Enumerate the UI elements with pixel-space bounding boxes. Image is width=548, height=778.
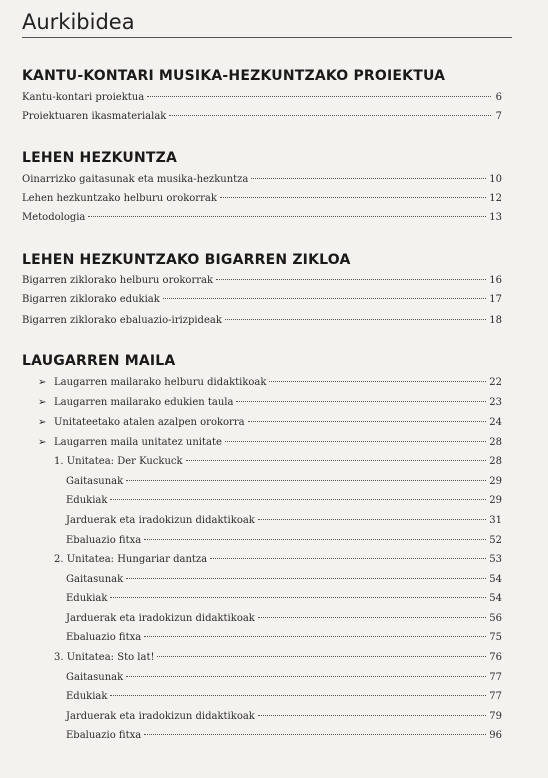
dot-leader — [144, 538, 486, 540]
toc-sub-entry[interactable] — [66, 493, 502, 509]
toc-entry[interactable] — [22, 191, 502, 207]
toc-entry-page: 75 — [489, 632, 502, 643]
toc-entry-page: 22 — [489, 377, 502, 388]
toc-entry-label: Metodologia — [22, 212, 86, 223]
toc-entry-page: 28 — [489, 456, 502, 467]
toc-sub-entry[interactable] — [66, 709, 502, 725]
dot-leader — [144, 635, 486, 637]
toc-entry[interactable] — [38, 395, 502, 411]
toc-entry[interactable] — [22, 210, 502, 226]
toc-entry-label: Jarduerak eta iradokizun didaktikoak — [66, 515, 255, 526]
page-title: Aurkibidea — [22, 10, 135, 34]
dot-leader — [258, 714, 486, 716]
toc-entry-page: 52 — [489, 535, 502, 546]
toc-entry-label: Laugarren mailarako edukien taula — [54, 397, 234, 408]
section-heading-kantu-kontari: KANTU-KONTARI MUSIKA-HEZKUNTZAKO PROIEKTUA — [22, 68, 446, 84]
toc-sub-entry[interactable] — [66, 689, 502, 705]
dot-leader — [110, 596, 486, 598]
arrow-bullet-icon: ➢ — [38, 437, 47, 448]
dot-leader — [258, 518, 486, 520]
dot-leader — [269, 380, 486, 382]
toc-sub-entry[interactable] — [66, 513, 502, 529]
toc-entry-label: Jarduerak eta iradokizun didaktikoak — [66, 711, 255, 722]
dot-leader — [88, 215, 486, 217]
toc-entry[interactable] — [22, 313, 502, 329]
section-heading-lehen-hezkuntza: LEHEN HEZKUNTZA — [22, 150, 178, 166]
toc-entry-page: 16 — [489, 275, 502, 286]
dot-leader — [126, 577, 486, 579]
arrow-bullet-icon: ➢ — [38, 377, 47, 388]
toc-entry-page: 6 — [495, 92, 502, 103]
arrow-bullet-icon: ➢ — [38, 397, 47, 408]
toc-entry-label: Laugarren mailarako helburu didaktikoak — [54, 377, 267, 388]
dot-leader — [147, 95, 491, 97]
toc-entry[interactable] — [38, 415, 502, 431]
toc-entry-page: 24 — [489, 417, 502, 428]
toc-entry-page: 77 — [489, 691, 502, 702]
toc-entry-label: Edukiak — [66, 691, 108, 702]
toc-entry-page: 17 — [489, 294, 502, 305]
dot-leader — [126, 675, 486, 677]
toc-entry-label: Gaitasunak — [66, 672, 124, 683]
toc-unit-entry[interactable] — [54, 454, 502, 470]
toc-entry-page: 77 — [489, 672, 502, 683]
toc-sub-entry[interactable] — [66, 474, 502, 490]
toc-entry-page: 96 — [489, 730, 502, 741]
dot-leader — [251, 177, 486, 179]
toc-entry-label: 2. Unitatea: Hungariar dantza — [54, 554, 208, 565]
toc-entry-page: 56 — [489, 613, 502, 624]
toc-entry-label: 1. Unitatea: Der Kuckuck — [54, 456, 183, 467]
dot-leader — [220, 196, 486, 198]
toc-entry-page: 13 — [489, 212, 502, 223]
arrow-bullet-icon: ➢ — [38, 417, 47, 428]
toc-sub-entry[interactable] — [66, 533, 502, 549]
dot-leader — [225, 318, 486, 320]
dot-leader — [258, 616, 486, 618]
toc-entry-page: 53 — [489, 554, 502, 565]
toc-entry-label: Edukiak — [66, 593, 108, 604]
toc-entry-label: Laugarren maila unitatez unitate — [54, 437, 222, 448]
dot-leader — [169, 114, 491, 116]
toc-entry-page: 29 — [489, 495, 502, 506]
dot-leader — [157, 655, 486, 657]
dot-leader — [225, 440, 486, 442]
section-heading-bigarren-zikloa: LEHEN HEZKUNTZAKO BIGARREN ZIKLOA — [22, 252, 351, 268]
toc-entry-label: Gaitasunak — [66, 476, 124, 487]
toc-entry-page: 28 — [489, 437, 502, 448]
toc-entry[interactable] — [38, 375, 502, 391]
toc-entry-page: 18 — [489, 315, 502, 326]
toc-entry-label: Bigarren ziklorako helburu orokorrak — [22, 275, 214, 286]
section-heading-laugarren-maila: LAUGARREN MAILA — [22, 353, 176, 369]
toc-sub-entry[interactable] — [66, 670, 502, 686]
toc-sub-entry[interactable] — [66, 728, 502, 744]
toc-entry-label: Bigarren ziklorako ebaluazio-irizpideak — [22, 315, 222, 326]
toc-entry-label: Ebaluazio fitxa — [66, 632, 142, 643]
toc-entry-page: 79 — [489, 711, 502, 722]
toc-entry-page: 23 — [489, 397, 502, 408]
dot-leader — [163, 297, 486, 299]
toc-entry-label: Jarduerak eta iradokizun didaktikoak — [66, 613, 255, 624]
toc-entry-page: 54 — [489, 574, 502, 585]
toc-entry-page: 10 — [489, 174, 502, 185]
toc-sub-entry[interactable] — [66, 572, 502, 588]
toc-sub-entry[interactable] — [66, 630, 502, 646]
toc-entry-page: 12 — [489, 193, 502, 204]
dot-leader — [126, 479, 486, 481]
toc-unit-entry[interactable] — [54, 552, 502, 568]
toc-entry[interactable] — [22, 172, 502, 188]
dot-leader — [210, 557, 486, 559]
toc-entry-label: Edukiak — [66, 495, 108, 506]
toc-entry-label: Ebaluazio fitxa — [66, 535, 142, 546]
toc-sub-entry[interactable] — [66, 611, 502, 627]
toc-entry[interactable] — [22, 109, 502, 125]
toc-entry-label: Gaitasunak — [66, 574, 124, 585]
toc-entry-label: Kantu-kontari proiektua — [22, 92, 145, 103]
dot-leader — [216, 278, 486, 280]
toc-entry-label: Ebaluazio fitxa — [66, 730, 142, 741]
toc-entry-label: Unitateetako atalen azalpen orokorra — [54, 417, 245, 428]
toc-entry-page: 54 — [489, 593, 502, 604]
dot-leader — [110, 694, 486, 696]
toc-sub-entry[interactable] — [66, 591, 502, 607]
toc-entry[interactable] — [22, 90, 502, 106]
toc-entry-label: 3. Unitatea: Sto lat! — [54, 652, 155, 663]
toc-entry-label: Lehen hezkuntzako helburu orokorrak — [22, 193, 217, 204]
toc-entry-label: Bigarren ziklorako edukiak — [22, 294, 160, 305]
title-divider — [22, 37, 512, 38]
toc-entry-page: 31 — [489, 515, 502, 526]
toc-entry-label: Oinarrizko gaitasunak eta musika-hezkuntza — [22, 174, 249, 185]
toc-entry[interactable] — [22, 273, 502, 289]
toc-entry[interactable] — [38, 435, 502, 451]
toc-entry[interactable] — [22, 292, 502, 308]
dot-leader — [248, 420, 487, 422]
toc-entry-page: 7 — [495, 111, 502, 122]
dot-leader — [110, 498, 486, 500]
dot-leader — [144, 733, 486, 735]
toc-entry-page: 29 — [489, 476, 502, 487]
toc-entry-page: 76 — [489, 652, 502, 663]
toc-entry-label: Proiektuaren ikasmaterialak — [22, 111, 167, 122]
dot-leader — [186, 459, 487, 461]
toc-unit-entry[interactable] — [54, 650, 502, 666]
dot-leader — [236, 400, 486, 402]
